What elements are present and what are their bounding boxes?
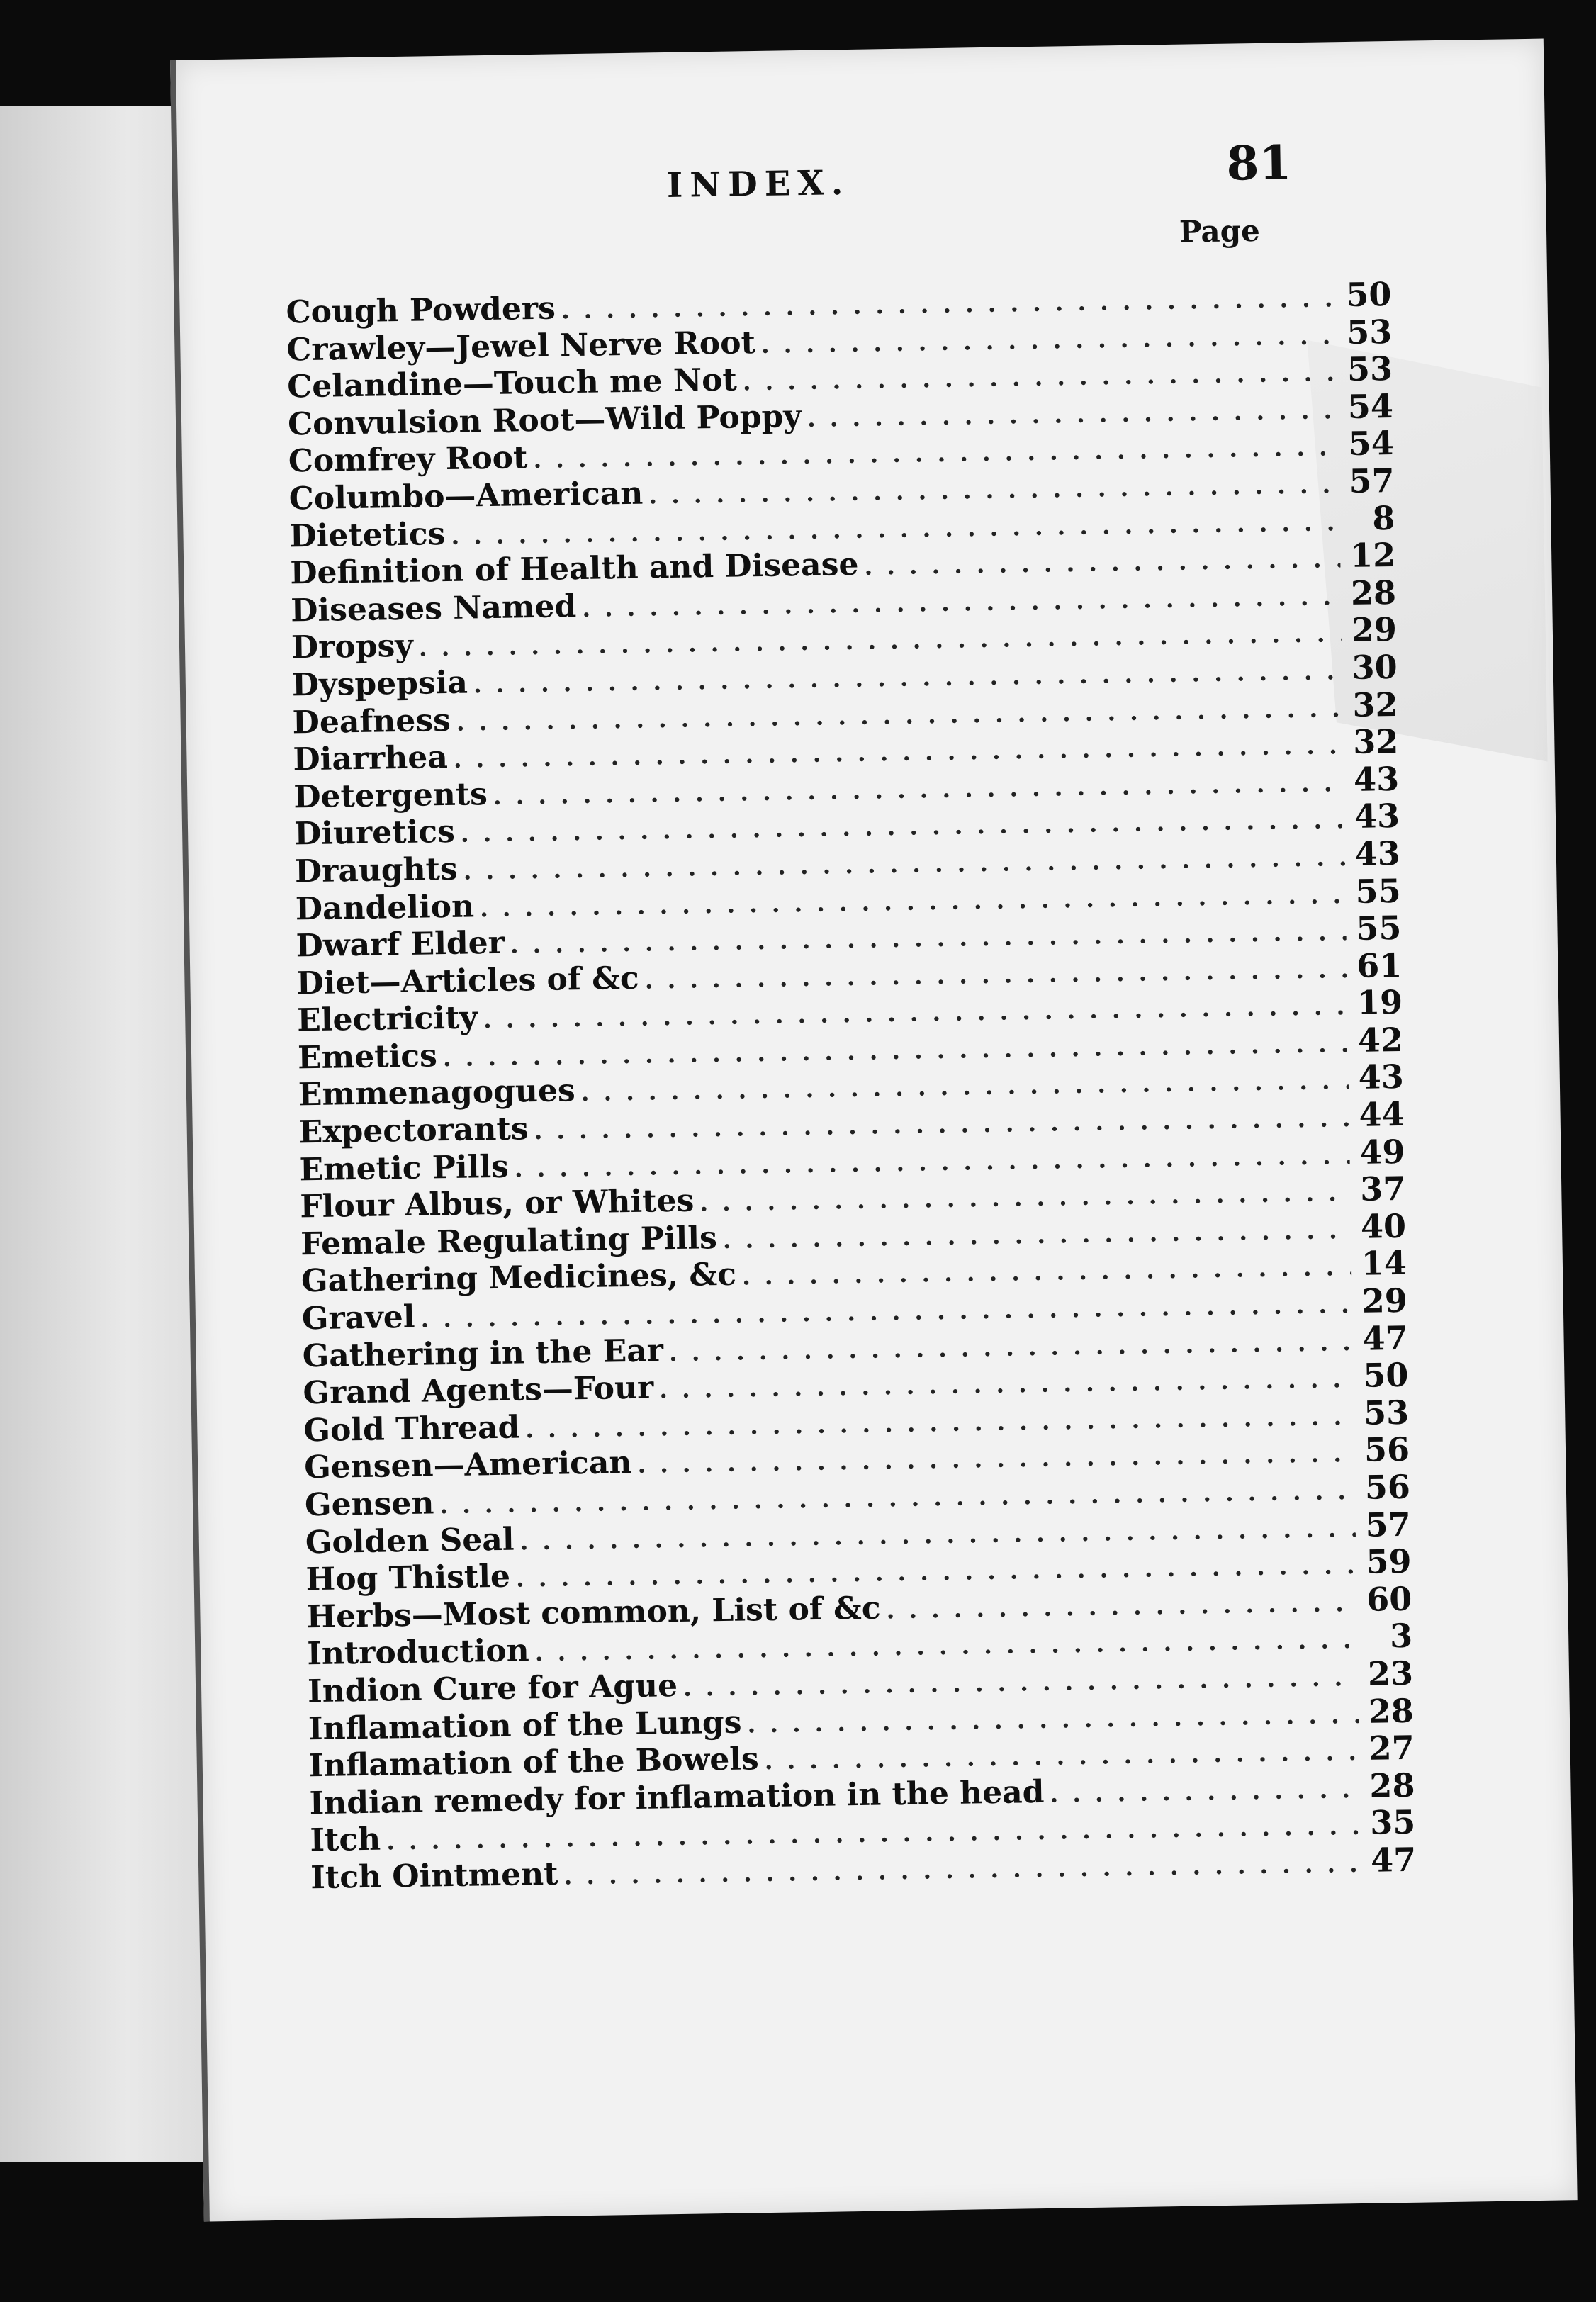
index-entry-page: 27 — [1369, 1728, 1415, 1768]
index-entry-label: Itch — [310, 1821, 381, 1859]
index-entry-label: Crawley—Jewel Nerve Root — [286, 324, 756, 369]
index-entry-page: 61 — [1356, 945, 1403, 985]
index-entry-page: 12 — [1349, 536, 1396, 576]
index-entry-page: 47 — [1370, 1840, 1417, 1880]
index-entry-page: 28 — [1350, 573, 1397, 612]
index-entry-page: 49 — [1359, 1132, 1405, 1172]
index-entry-page: 35 — [1369, 1803, 1416, 1843]
index-entry-label: Herbs—Most common, List of &c — [306, 1590, 881, 1636]
index-entry-label: Hog Thistle — [305, 1558, 511, 1598]
index-entry-page: 32 — [1352, 685, 1398, 724]
index-entry-label: Inflamation of the Bowels — [308, 1741, 760, 1785]
index-entry-page: 43 — [1354, 833, 1401, 873]
index-entry-page: 29 — [1361, 1281, 1408, 1320]
index-entry-page: 3 — [1389, 1617, 1413, 1656]
index-entry-page: 42 — [1357, 1020, 1404, 1060]
index-entry-label: Celandine—Touch me Not — [286, 361, 738, 405]
index-entry-page: 14 — [1361, 1244, 1407, 1284]
index-entry-label: Diuretics — [293, 814, 456, 853]
index-entry-label: Gensen—American — [303, 1444, 632, 1486]
index-entry-label: Diarrhea — [293, 739, 449, 778]
index-entry-label: Definition of Health and Disease — [289, 546, 859, 592]
index-entry-label: Gravel — [301, 1298, 415, 1337]
index-entry-page: 53 — [1347, 349, 1393, 389]
index-entry-page: 55 — [1355, 871, 1402, 911]
index-entry-label: Emmenagogues — [298, 1072, 576, 1113]
index-entry-label: Gensen — [304, 1485, 434, 1524]
index-entry-label: Golden Seal — [305, 1521, 515, 1561]
index-entry-label: Draughts — [294, 850, 459, 890]
index-entry-page: 53 — [1363, 1393, 1410, 1432]
index-entry-page: 55 — [1356, 908, 1402, 948]
index-entry-label: Convulsion Root—Wild Poppy — [287, 398, 802, 443]
index-entry-label: Dietetics — [289, 515, 446, 554]
index-list — [286, 275, 1416, 1895]
index-entry-page: 54 — [1347, 386, 1394, 426]
dot-leader — [1050, 1775, 1360, 1809]
page-column-heading: Page — [1179, 213, 1261, 249]
index-entry-label: Gathering in the Ear — [302, 1332, 664, 1374]
index-entry-page: 57 — [1349, 461, 1395, 500]
index-entry-label: Inflamation of the Lungs — [308, 1704, 742, 1747]
index-entry-page: 53 — [1346, 312, 1393, 352]
index-entry-page: 28 — [1368, 1691, 1415, 1731]
index-entry-page: 23 — [1367, 1653, 1414, 1693]
index-entry-label: Emetics — [297, 1038, 438, 1077]
index-entry-label: Emetic Pills — [299, 1148, 510, 1188]
index-entry-page: 43 — [1353, 759, 1400, 799]
index-entry-page: 56 — [1364, 1467, 1411, 1507]
index-entry-label: Diseases Named — [290, 588, 577, 629]
index-entry-page: 50 — [1362, 1356, 1409, 1396]
index-entry-page: 57 — [1365, 1505, 1412, 1544]
page-number: 81 — [1225, 135, 1292, 191]
index-entry-label: Indion Cure for Ague — [307, 1668, 678, 1710]
index-entry-label: Cough Powders — [286, 290, 556, 331]
index-entry-label: Dyspepsia — [291, 664, 468, 704]
index-entry-page: 28 — [1369, 1765, 1415, 1805]
index-entry-page: 29 — [1351, 610, 1398, 650]
index-entry-page: 19 — [1356, 983, 1403, 1023]
page-header — [178, 135, 1546, 237]
index-entry-page: 43 — [1358, 1057, 1405, 1097]
index-entry-label: Expectorants — [298, 1111, 529, 1151]
index-entry-label: Columbo—American — [288, 475, 644, 517]
index-entry-page: 59 — [1366, 1542, 1412, 1581]
index-entry-label: Grand Agents—Four — [303, 1369, 654, 1412]
index-entry-label: Gathering Medicines, &c — [300, 1257, 737, 1300]
index-entry-page: 56 — [1364, 1430, 1410, 1470]
index-entry-page: 60 — [1366, 1579, 1412, 1619]
index-entry-page: 8 — [1371, 498, 1395, 537]
index-entry-label: Comfrey Root — [288, 439, 528, 480]
index-entry-label: Diet—Articles of &c — [296, 960, 640, 1002]
page-title: INDEX. — [666, 162, 850, 206]
index-entry-label: Deafness — [292, 702, 451, 741]
index-entry-page: 40 — [1360, 1206, 1407, 1246]
index-entry-page: 43 — [1354, 797, 1400, 836]
index-entry-page: 44 — [1359, 1094, 1405, 1134]
index-page — [170, 39, 1578, 2222]
index-entry-label: Dwarf Elder — [296, 924, 505, 965]
index-entry-page: 30 — [1351, 647, 1398, 687]
index-entry-page: 32 — [1352, 722, 1399, 762]
index-entry-label: Dropsy — [291, 628, 414, 666]
index-entry-label: Dandelion — [295, 887, 475, 927]
index-entry-label: Gold Thread — [303, 1409, 520, 1449]
index-entry-label: Flour Albus, or Whites — [300, 1182, 695, 1225]
index-entry-label: Introduction — [306, 1632, 530, 1673]
index-entry-page: 37 — [1359, 1169, 1406, 1209]
index-entry-page: 47 — [1362, 1318, 1408, 1358]
index-entry-label: Female Regulating Pills — [300, 1219, 718, 1263]
index-entry-label: Electricity — [296, 999, 478, 1039]
dot-leader — [563, 1850, 1361, 1891]
index-entry-label: Indian remedy for inflamation in the head — [309, 1773, 1045, 1821]
index-entry-label: Detergents — [293, 775, 488, 816]
index-entry-page: 50 — [1345, 274, 1392, 314]
index-entry-page: 54 — [1348, 424, 1395, 464]
index-entry-label: Itch Ointment — [310, 1855, 558, 1897]
